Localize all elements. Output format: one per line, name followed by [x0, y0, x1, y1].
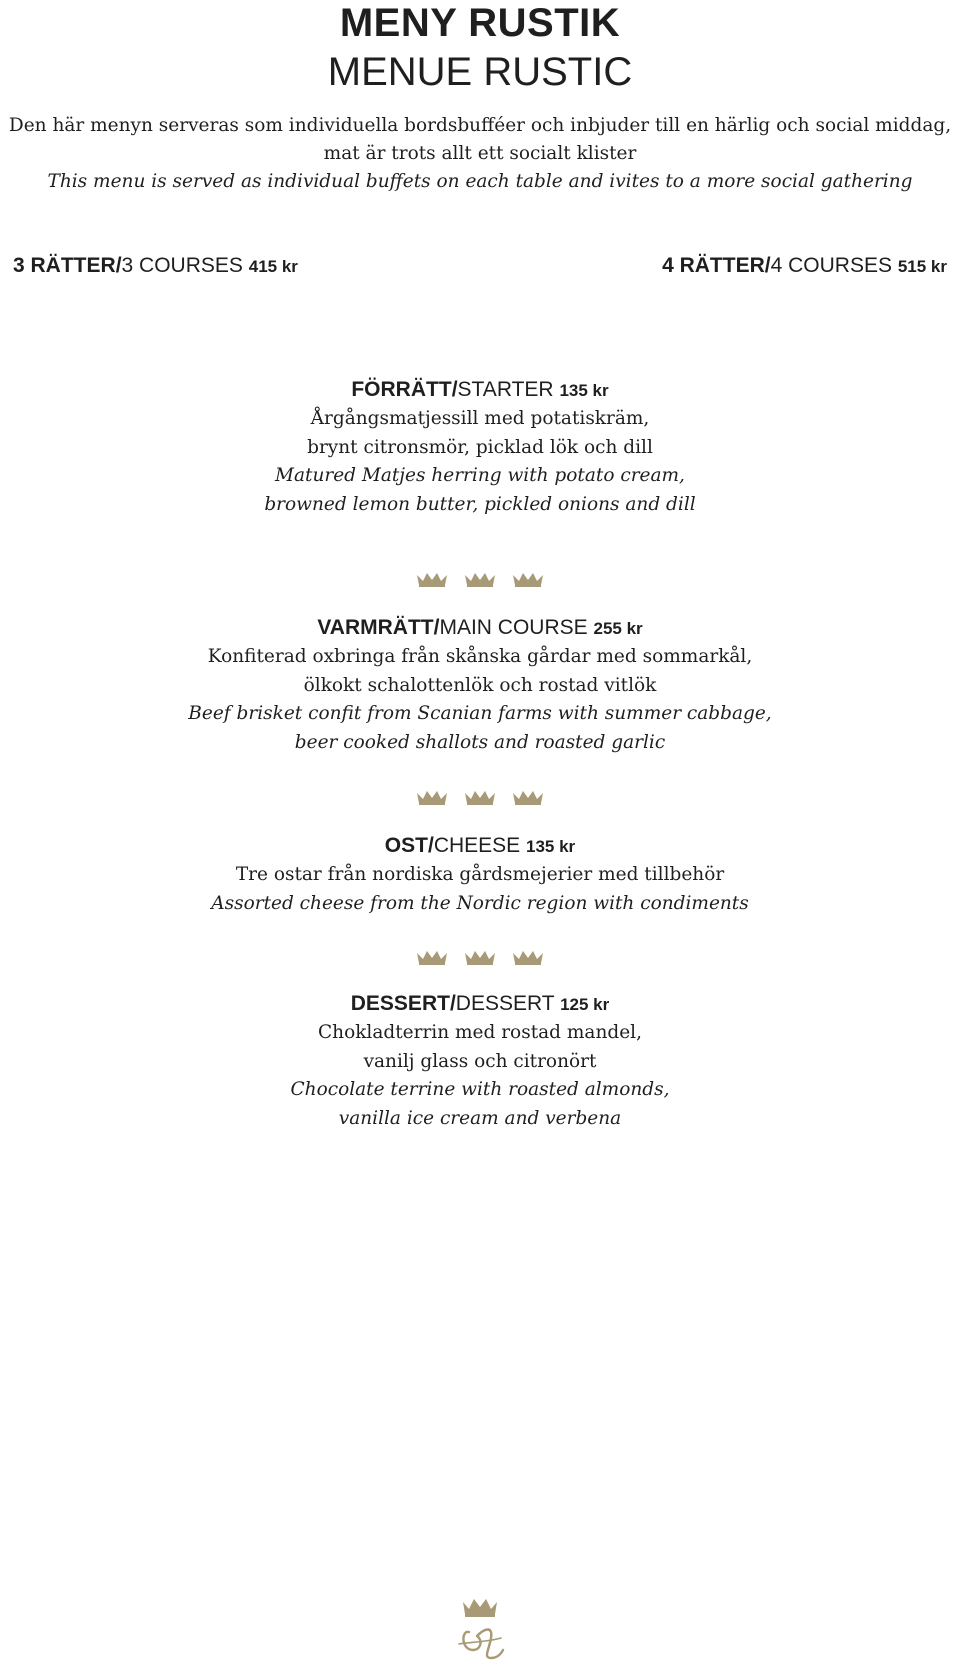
dessert-en-line2: vanilla ice cream and verbena: [338, 1107, 622, 1129]
main-course-section: [0, 614, 960, 757]
starter-section: [0, 376, 960, 519]
crown-icon: [463, 948, 497, 966]
main-course-name-en: MAIN COURSE: [439, 616, 588, 639]
three-courses-label-en: 3 COURSES: [121, 254, 243, 277]
main-course-en-line1: Beef brisket confit from Scanian farms with summer cabbage,: [188, 703, 772, 724]
starter-name-en: STARTER: [457, 378, 554, 401]
starter-description: [0, 405, 960, 519]
four-courses-price: 515 kr: [897, 257, 947, 276]
intro-sv-line1: Den här menyn serveras som individuella bordsbufféer och inbjuder till en härlig och social middag,: [8, 115, 952, 136]
main-course-sv-line2: ölkokt schalottenlök och rostad vitlök: [303, 674, 657, 696]
dessert-name-en: DESSERT: [455, 992, 555, 1015]
cheese-heading: [0, 832, 960, 861]
crown-icon: [415, 570, 449, 588]
starter-price: 135 kr: [559, 381, 609, 400]
cheese-price: 135 kr: [526, 837, 576, 856]
divider-2: [0, 788, 960, 808]
crown-icon: [463, 570, 497, 588]
dessert-section: [0, 990, 960, 1133]
page-title: MENY RUSTIK: [339, 1, 621, 45]
main-course-en-line2: beer cooked shallots and roasted garlic: [294, 731, 666, 753]
cheese-description: [0, 861, 960, 918]
starter-en-line2: browned lemon butter, pickled onions and dill: [264, 493, 696, 515]
three-courses-label-sv: 3 RÄTTER: [13, 254, 116, 277]
dessert-description: [0, 1019, 960, 1133]
cheese-name-sv: OST: [384, 834, 428, 857]
cheese-en-line1: Assorted cheese from the Nordic region with condiments: [211, 892, 749, 914]
three-courses-separator: /: [115, 254, 122, 277]
crown-monogram-logo-icon: [447, 1592, 513, 1664]
three-courses-price: 415 kr: [248, 257, 298, 276]
dessert-price: 125 kr: [560, 995, 610, 1014]
intro-en: This menu is served as individual buffets on each table and ivites to a more social gathering: [47, 171, 913, 192]
divider-3: [0, 948, 960, 968]
starter-name-sv: FÖRRÄTT: [351, 378, 452, 401]
intro-sv-line2: mat är trots allt ett socialt klister: [323, 143, 637, 164]
page-subtitle: MENUE RUSTIC: [327, 50, 633, 94]
starter-sv-line1: Årgångsmatjessill med potatiskräm,: [310, 408, 650, 429]
dessert-en-line1: Chocolate terrine with roasted almonds,: [290, 1079, 670, 1100]
crown-icon: [511, 788, 545, 806]
cheese-separator: /: [427, 834, 434, 857]
starter-heading: [0, 376, 960, 405]
divider-1: [0, 570, 960, 590]
main-course-price: 255 kr: [593, 619, 643, 638]
crown-icon: [415, 788, 449, 806]
starter-sv-line2: brynt citronsmör, picklad lök och dill: [307, 436, 653, 458]
dessert-heading: [0, 990, 960, 1019]
four-courses-separator: /: [764, 254, 771, 277]
four-courses-label-en: 4 COURSES: [770, 254, 892, 277]
cheese-name-en: CHEESE: [433, 834, 521, 857]
crown-icon: [463, 788, 497, 806]
main-course-name-sv: VARMRÄTT: [317, 616, 434, 639]
main-course-heading: [0, 614, 960, 643]
dessert-sv-line2: vanilj glass och citronört: [363, 1050, 597, 1072]
main-course-description: [0, 643, 960, 757]
cheese-section: [0, 832, 960, 918]
crown-icon: [511, 570, 545, 588]
intro-text: [0, 112, 960, 196]
starter-en-line1: Matured Matjes herring with potato cream,: [275, 465, 685, 486]
four-courses-offer: [662, 253, 947, 280]
three-courses-offer: [13, 253, 298, 280]
cheese-sv-line1: Tre ostar från nordiska gårdsmejerier med tillbehör: [235, 864, 725, 885]
crown-icon: [511, 948, 545, 966]
crown-icon: [415, 948, 449, 966]
four-courses-label-sv: 4 RÄTTER: [662, 254, 765, 277]
dessert-name-sv: DESSERT: [350, 992, 450, 1015]
starter-separator: /: [451, 378, 458, 401]
dessert-sv-line1: Chokladterrin med rostad mandel,: [318, 1022, 642, 1043]
dessert-separator: /: [449, 992, 456, 1015]
main-course-separator: /: [433, 616, 440, 639]
main-course-sv-line1: Konfiterad oxbringa från skånska gårdar med sommarkål,: [207, 646, 753, 667]
